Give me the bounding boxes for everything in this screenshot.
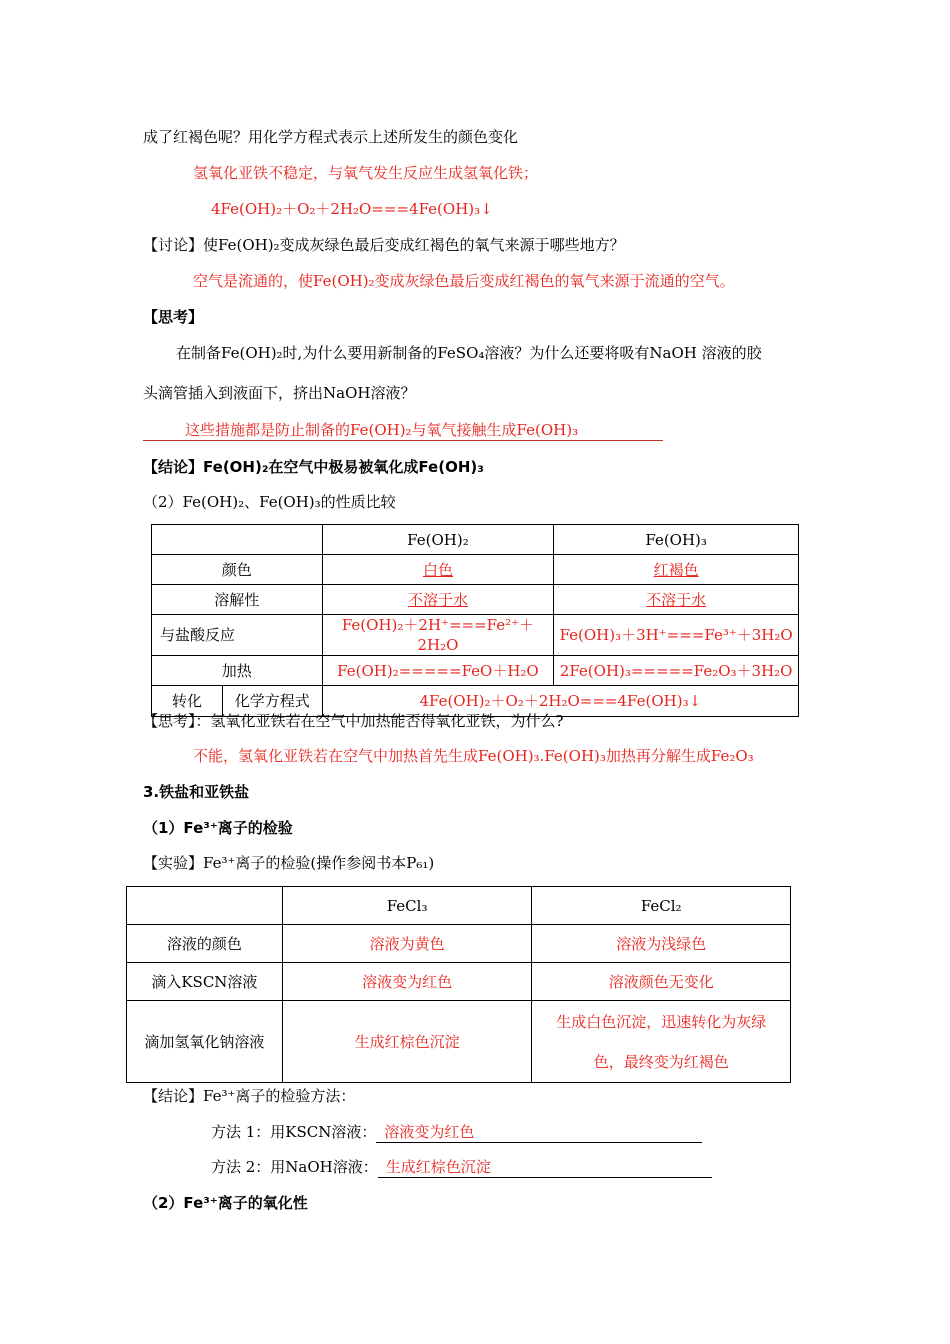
table-header: FeCl₂	[532, 887, 791, 925]
table-cell: Fe(OH)₂＋2H⁺===Fe²⁺＋2H₂O	[322, 615, 554, 656]
table-header: FeCl₃	[282, 887, 532, 925]
subsection-title: （2）Fe(OH)₂、Fe(OH)₃的性质比较	[143, 493, 396, 511]
table-cell	[152, 525, 323, 555]
row-label: 溶液的颜色	[127, 925, 283, 963]
row-label-part: 化学方程式	[234, 692, 310, 710]
table-cell	[532, 1001, 791, 1083]
table-cell	[127, 887, 283, 925]
section-title: 3.铁盐和亚铁盐	[143, 783, 250, 801]
answer-line: 氢氧化亚铁不稳定，与氧气发生反应生成氢氧化铁；	[193, 164, 539, 182]
cell-line: 生成白色沉淀，迅速转化为灰绿	[556, 1012, 767, 1031]
method-label: 方法 1：用KSCN溶液：	[211, 1123, 377, 1141]
method-line	[211, 1157, 712, 1178]
think-question: 【思考】：氢氧化亚铁若在空气中加热能否得氧化亚铁，为什么?	[143, 712, 564, 730]
experiment-line: 【实验】Fe³⁺离子的检验(操作参阅书本P₆₁)	[143, 854, 435, 872]
table-cell: Fe(OH)₃＋3H⁺===Fe³⁺＋3H₂O	[554, 615, 799, 656]
row-label-part: 转化	[152, 686, 223, 716]
row-label: 与盐酸反应	[152, 615, 323, 656]
section-label: 【思考】	[143, 308, 204, 326]
hydroxide-comparison-table	[151, 524, 799, 717]
table-cell: Fe(OH)₂=====FeO＋H₂O	[322, 656, 554, 686]
table-cell: 红褐色	[554, 555, 799, 585]
row-label: 溶解性	[152, 585, 323, 615]
think-question-cont: 头滴管插入到液面下，挤出NaOH溶液？	[143, 384, 416, 402]
conclusion-line	[143, 457, 484, 477]
table-cell: 溶液为黄色	[282, 925, 532, 963]
method-line	[211, 1122, 702, 1143]
row-label: 加热	[152, 656, 323, 686]
equation-line: 4Fe(OH)₂＋O₂＋2H₂O===4Fe(OH)₃↓	[211, 200, 493, 218]
answer-line: 空气是流通的，使Fe(OH)₂变成灰绿色最后变成红褐色的氧气来源于流通的空气。	[193, 272, 735, 290]
method-answer: 溶液变为红色	[376, 1122, 702, 1143]
table-header: Fe(OH)₂	[322, 525, 554, 555]
iron-ion-test-table	[126, 886, 791, 1083]
table-cell: 白色	[322, 555, 554, 585]
subsection-title: （1）Fe³⁺离子的检验	[143, 819, 293, 837]
answer-line: 这些措施都是防止制备的Fe(OH)₂与氧气接触生成Fe(OH)₃	[143, 420, 663, 441]
row-label: 滴加氢氧化钠溶液	[127, 1001, 283, 1083]
table-cell: 生成红棕色沉淀	[282, 1001, 532, 1083]
table-cell-merged: 4Fe(OH)₂＋O₂＋2H₂O===4Fe(OH)₃↓	[322, 686, 798, 717]
table-cell: 溶液变为红色	[282, 963, 532, 1001]
table-cell: 2Fe(OH)₃=====Fe₂O₃＋3H₂O	[554, 656, 799, 686]
answer-line: 不能，氢氧化亚铁若在空气中加热首先生成Fe(OH)₃.Fe(OH)₃加热再分解生成Fe₂O₃	[193, 747, 754, 765]
text-line: 成了红褐色呢？用化学方程式表示上述所发生的颜色变化	[143, 128, 519, 146]
table-cell: 不溶于水	[554, 585, 799, 615]
think-question: 在制备Fe(OH)₂时,为什么要用新制备的FeSO₄溶液？为什么还要将吸有NaOH 溶液的胶	[176, 344, 762, 362]
cell-line: 色，最终变为红褐色	[593, 1052, 729, 1071]
discussion-question: 【讨论】使Fe(OH)₂变成灰绿色最后变成红褐色的氧气来源于哪些地方？	[143, 236, 625, 254]
conclusion-text: Fe(OH)₂在空气中极易被氧化成Fe(OH)₃	[203, 458, 484, 476]
conclusion-label: 【结论】	[143, 458, 204, 476]
table-cell: 溶液为浅绿色	[532, 925, 791, 963]
row-label: 滴入KSCN溶液	[127, 963, 283, 1001]
subsection-title: （2）Fe³⁺离子的氧化性	[143, 1194, 308, 1212]
table-cell: 不溶于水	[322, 585, 554, 615]
row-label: 颜色	[152, 555, 323, 585]
conclusion-line: 【结论】Fe³⁺离子的检验方法：	[143, 1087, 356, 1105]
method-label: 方法 2：用NaOH溶液：	[211, 1158, 378, 1176]
table-header: Fe(OH)₃	[554, 525, 799, 555]
method-answer: 生成红棕色沉淀	[378, 1157, 712, 1178]
table-cell: 溶液颜色无变化	[532, 963, 791, 1001]
